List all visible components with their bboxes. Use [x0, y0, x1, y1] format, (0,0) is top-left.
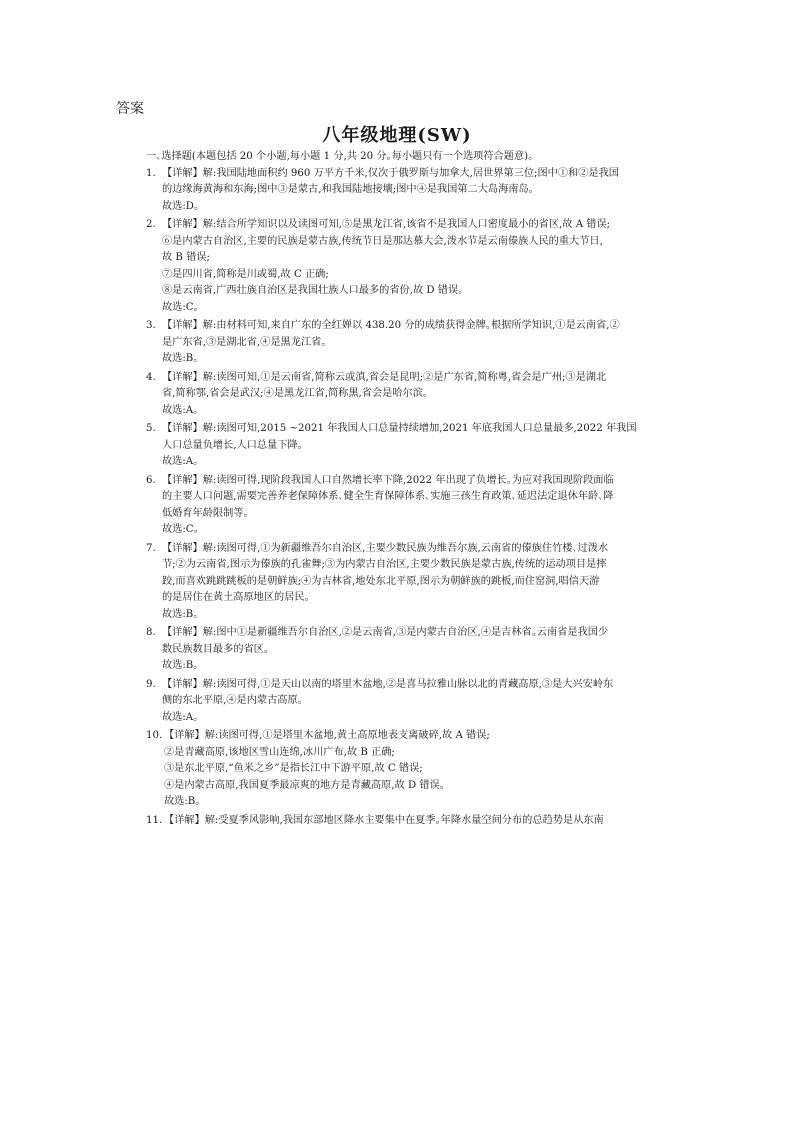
question-item — [146, 541, 658, 607]
question-number: 1. — [146, 167, 156, 179]
explanation-line: 的是居住在黄土高原地区的居民｡ — [162, 592, 310, 603]
answer-choice: 故选:A｡ — [162, 456, 199, 467]
explanation-line: 省,简称鄂,省会是武汉;④是黑龙江省,简称黑,省会是哈尔滨｡ — [162, 388, 428, 399]
question-list — [146, 166, 658, 830]
explanation-line: 数民族数目最多的省区｡ — [162, 643, 269, 655]
question-item — [146, 728, 658, 794]
answer-choice: 故选:B｡ — [162, 608, 199, 620]
question-number: 3. — [146, 320, 156, 331]
explanation-line: 【详解】解:读图可知,2015 ~2021 年我国人口总量持续增加,2021 年底我国人口总量最多,2022 年我国 — [162, 423, 637, 434]
explanation-line: 【详解】解:受夏季风影响,我国东部地区降水主要集中在夏季｡年降水量空间分布的总趋势是从东南 — [164, 814, 604, 826]
explanation-line: 的主要人口问题,需要完善养老保障体系､健全生育保障体系､实施三孩生育政策､延迟法定退休年龄､降 — [162, 491, 614, 502]
page-title: 八年级地理(SW) — [322, 125, 472, 146]
explanation-line: 【详解】解:图中①是新疆维吾尔自治区,②是云南省,③是内蒙古自治区,④是吉林省｡云南省是我国少 — [162, 627, 609, 638]
explanation-line: 【详解】解:结合所学知识以及读图可知,⑤是黑龙江省,该省不是我国人口密度最小的省区,故 A 错误; — [162, 219, 611, 230]
explanation-line: 节;②为云南省,图示为傣族的孔雀舞;③为内蒙古自治区,主要少数民族是蒙古族,传统的运动项目是摔 — [162, 559, 607, 570]
question-item — [146, 318, 658, 351]
answer-choice: 故选:A｡ — [162, 711, 199, 723]
answer-choice: 故选:D｡ — [162, 200, 200, 212]
answer-content — [146, 149, 658, 829]
question-number: 4. — [146, 371, 156, 383]
question-number: 8. — [146, 627, 156, 638]
explanation-line: ⑧是云南省,广西壮族自治区是我国壮族人口最多的省份,故 D 错误｡ — [162, 285, 464, 296]
question-item — [146, 625, 658, 658]
question-item — [146, 677, 658, 710]
question-number: 6. — [146, 474, 156, 486]
explanation-line: 【详解】解:读图可知,①是云南省,简称云或滇,省会是昆明;②是广东省,简称粤,省会是广州;③是湖北 — [162, 371, 607, 383]
explanation-line: 的边缘海黄海和东海;图中③是蒙古,和我国陆地接壤;图中④是我国第二大岛海南岛｡ — [162, 184, 534, 195]
question-item — [146, 370, 658, 403]
explanation-line: 【详解】解:由材料可知,来自广东的全红婵以 438.20 分的成绩获得金牌｡根据所学知识,①是云南省,② — [162, 320, 620, 331]
explanation-line: 人口总量负增长,人口总量下降｡ — [162, 439, 303, 451]
answer-choice: 故选:A｡ — [162, 404, 199, 416]
explanation-line: 侧的东北平原,④是内蒙古高原｡ — [162, 695, 303, 706]
explanation-line: ⑦是四川省,简称是川或蜀,故 C 正确; — [162, 268, 329, 280]
question-item — [146, 421, 658, 454]
question-number: 7. — [146, 542, 156, 554]
answer-label: 答案 — [116, 101, 144, 117]
explanation-line: 【详解】解:我国陆地面积约 960 万平方千米,仅次于俄罗斯与加拿大,居世界第三位;图中①和②是我国 — [162, 167, 619, 179]
question-number: 10. — [146, 730, 163, 741]
explanation-line: 【详解】解:读图可得,现阶段我国人口自然增长率下降,2022 年出现了负增长｡为应对我国现阶段面临 — [162, 474, 614, 486]
explanation-line: 跤,而喜欢跳跳跳板的是朝鲜族;④为吉林省,地处东北平原,图示为朝鲜族的跳板,而住窑洞,唱信天游 — [162, 575, 600, 587]
question-number: 2. — [146, 219, 156, 230]
answer-choice: 故选:B｡ — [162, 660, 199, 671]
explanation-line: ⑥是内蒙古自治区,主要的民族是蒙古族,传统节日是那达慕大会,泼水节是云南傣族人民的重大节日, — [162, 235, 603, 247]
question-item — [146, 473, 658, 523]
explanation-line: ③是东北平原,“鱼米之乡”是指长江中下游平原,故 C 错误; — [164, 763, 423, 774]
question-number: 5. — [146, 423, 156, 434]
explanation-line: ④是内蒙古高原,我国夏季最凉爽的地方是青藏高原,故 D 错误｡ — [164, 779, 445, 791]
question-number: 11. — [146, 814, 163, 826]
explanation-line: ②是青藏高原,该地区雪山连绵,冰川广布,故 B 正确; — [164, 746, 395, 758]
section-heading: 一､选择题(本题包括 20 个小题,每小题 1 分,共 20 分｡每小题只有一个选项符合题意)｡ — [146, 151, 534, 162]
explanation-line: 低婚育年龄限制等｡ — [162, 507, 249, 519]
question-item — [146, 166, 658, 199]
answer-choice: 故选:C｡ — [162, 301, 199, 313]
question-number: 9. — [146, 678, 156, 690]
explanation-line: 故 B 错误; — [162, 252, 210, 263]
question-item — [146, 813, 658, 830]
explanation-line: 【详解】解:读图可得,①是塔里木盆地,黄土高原地表支离破碎,故 A 错误; — [164, 730, 490, 741]
explanation-line: 【详解】解:读图可得,①为新疆维吾尔自治区,主要少数民族为维吾尔族,云南省的傣族住竹楼､过泼水 — [162, 542, 609, 554]
answer-choice: 故选:B｡ — [164, 796, 201, 807]
explanation-line: 是广东省,③是湖北省,④是黑龙江省｡ — [162, 336, 327, 348]
question-item — [146, 217, 658, 300]
explanation-line: 【详解】解:读图可得,①是天山以南的塔里木盆地,②是喜马拉雅山脉以北的青藏高原,③是大兴安岭东 — [162, 678, 614, 690]
answer-choice: 故选:C｡ — [162, 524, 199, 535]
answer-choice: 故选:B｡ — [162, 353, 199, 364]
